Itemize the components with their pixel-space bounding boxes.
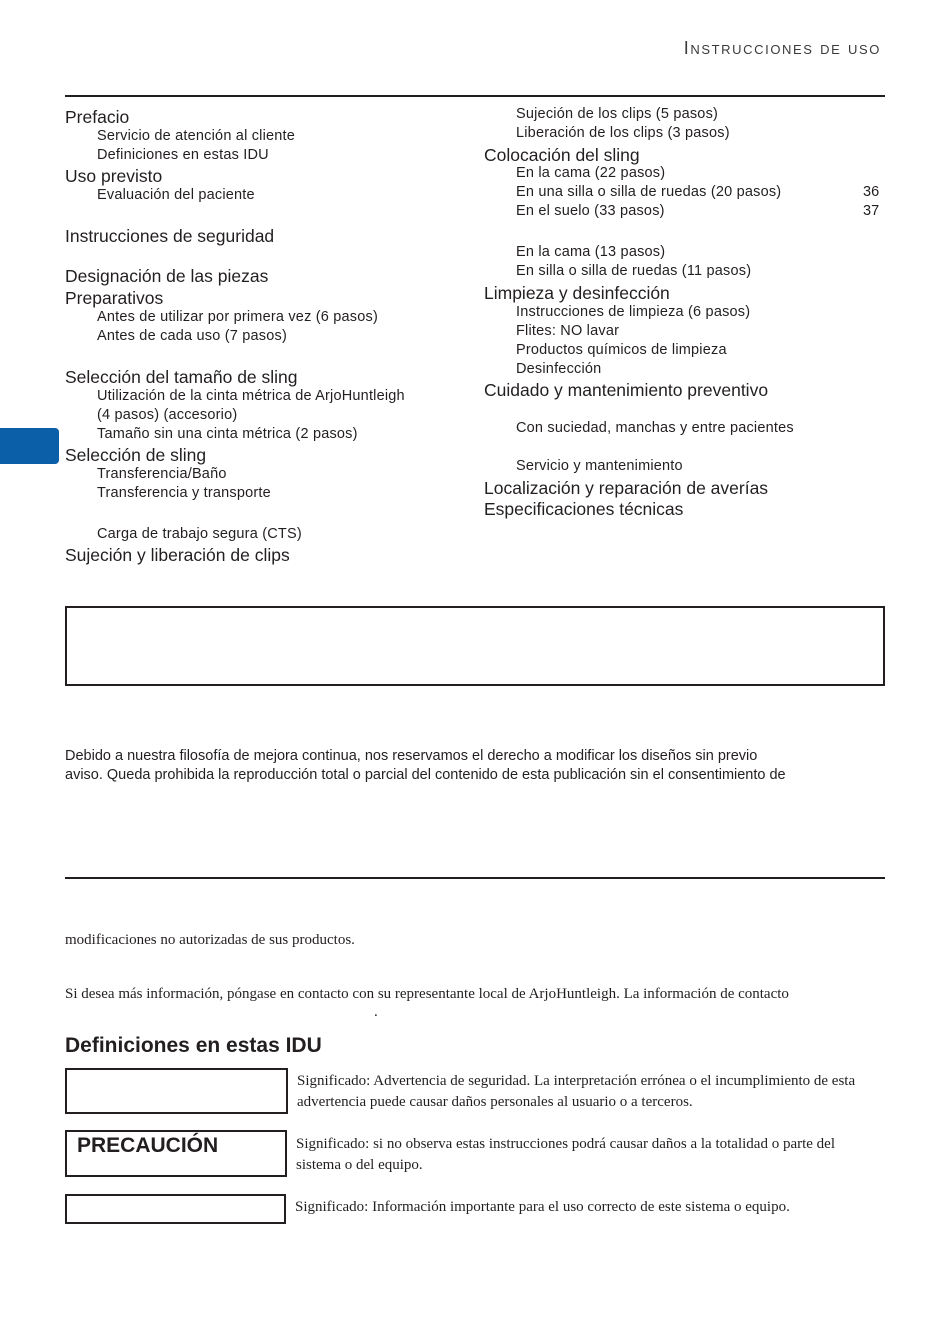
toc-entry[interactable]: Colocación del sling	[484, 145, 640, 165]
toc-subentry[interactable]: Servicio de atención al cliente	[97, 128, 296, 144]
toc-subentry[interactable]: Liberación de los clips (3 pasos)	[516, 125, 730, 141]
header-title: Instrucciones de uso	[683, 38, 881, 58]
toc-entry[interactable]: Limpieza y desinfección	[484, 283, 670, 303]
header-rule	[65, 95, 885, 97]
toc-entry[interactable]: Selección de sling	[65, 445, 207, 465]
toc-entry[interactable]: Localización y reparación de averías	[484, 478, 769, 498]
toc-page-number: 36	[863, 184, 880, 200]
toc-subentry[interactable]: Con suciedad, manchas y entre pacientes	[516, 420, 794, 436]
warning-label-box	[65, 1068, 288, 1114]
toc-page-number: 37	[863, 203, 880, 219]
toc-subentry[interactable]: Antes de utilizar por primera vez (6 pasos)	[97, 309, 378, 325]
toc-subentry[interactable]: Utilización de la cinta métrica de ArjoHuntleigh	[97, 388, 405, 404]
toc-subentry[interactable]: En la cama (22 pasos)	[516, 165, 666, 181]
toc-entry[interactable]: Designación de las piezas	[65, 266, 269, 286]
toc-entry[interactable]: Especificaciones técnicas	[484, 499, 684, 519]
toc-subentry[interactable]: En la cama (13 pasos)	[516, 244, 666, 260]
toc-subentry[interactable]: Desinfección	[516, 361, 602, 377]
toc-subentry[interactable]: (4 pasos) (accesorio)	[97, 407, 238, 423]
toc-subentry[interactable]: Definiciones en estas IDU	[97, 147, 269, 163]
toc-subentry[interactable]: En silla o silla de ruedas (11 pasos)	[516, 263, 752, 279]
toc-entry[interactable]: Sujeción y liberación de clips	[65, 545, 290, 565]
body-paragraph: modificaciones no autorizadas de sus productos.	[65, 932, 355, 948]
note-definition: Significado: Información importante para el uso correcto de este sistema o equipo.	[295, 1199, 790, 1215]
toc-entry[interactable]: Uso previsto	[65, 166, 163, 186]
toc-subentry[interactable]: Carga de trabajo segura (CTS)	[97, 526, 302, 542]
note-label-box	[65, 1194, 286, 1224]
caution-definition: Significado: si no observa estas instrucciones podrá causar daños a la totalidad o parte del sistema o del equipo.	[296, 1136, 836, 1173]
toc-subentry[interactable]: Transferencia/Baño	[97, 466, 227, 482]
section-rule	[65, 877, 885, 879]
body-paragraph-tail: .	[374, 1004, 378, 1020]
caution-label-box	[65, 1130, 287, 1177]
body-paragraph-line: Debido a nuestra filosofía de mejora continua, nos reservamos el derecho a modificar los diseños sin previo	[65, 748, 758, 764]
toc-subentry[interactable]: Sujeción de los clips (5 pasos)	[516, 106, 719, 122]
toc-subentry[interactable]: Flites: NO lavar	[516, 323, 620, 339]
toc-subentry[interactable]: En el suelo (33 pasos)	[516, 203, 665, 219]
toc-entry[interactable]: Selección del tamaño de sling	[65, 367, 298, 387]
warning-definition: Significado: Advertencia de seguridad. La interpretación errónea o el incumplimiento de esta advertencia puede causar daños personales al usuario o a terceros.	[297, 1073, 856, 1110]
body-paragraph-line: aviso. Queda prohibida la reproducción total o parcial del contenido de esta publicación sin el consentimiento de	[65, 767, 786, 783]
toc-subentry[interactable]: En una silla o silla de ruedas (20 pasos)	[516, 184, 782, 200]
section-tab-marker	[0, 428, 59, 464]
toc-subentry[interactable]: Instrucciones de limpieza (6 pasos)	[516, 304, 751, 320]
toc-entry[interactable]: Cuidado y mantenimiento preventivo	[484, 380, 769, 400]
toc-subentry[interactable]: Antes de cada uso (7 pasos)	[97, 328, 287, 344]
body-paragraph: Si desea más información, póngase en contacto con su representante local de ArjoHuntleigh. La información de contacto	[65, 986, 789, 1002]
toc-subentry[interactable]: Tamaño sin una cinta métrica (2 pasos)	[97, 426, 358, 442]
definitions-title: Definiciones en estas IDU	[65, 1034, 322, 1057]
toc-entry[interactable]: Instrucciones de seguridad	[65, 226, 275, 246]
toc-entry[interactable]: Preparativos	[65, 288, 164, 308]
notice-box	[65, 606, 885, 686]
toc-entry[interactable]: Prefacio	[65, 107, 130, 127]
toc-subentry[interactable]: Transferencia y transporte	[97, 485, 271, 501]
toc-subentry[interactable]: Productos químicos de limpieza	[516, 342, 727, 358]
caution-label: PRECAUCIÓN	[77, 1134, 219, 1157]
toc-subentry[interactable]: Evaluación del paciente	[97, 187, 255, 203]
toc-subentry[interactable]: Servicio y mantenimiento	[516, 458, 683, 474]
